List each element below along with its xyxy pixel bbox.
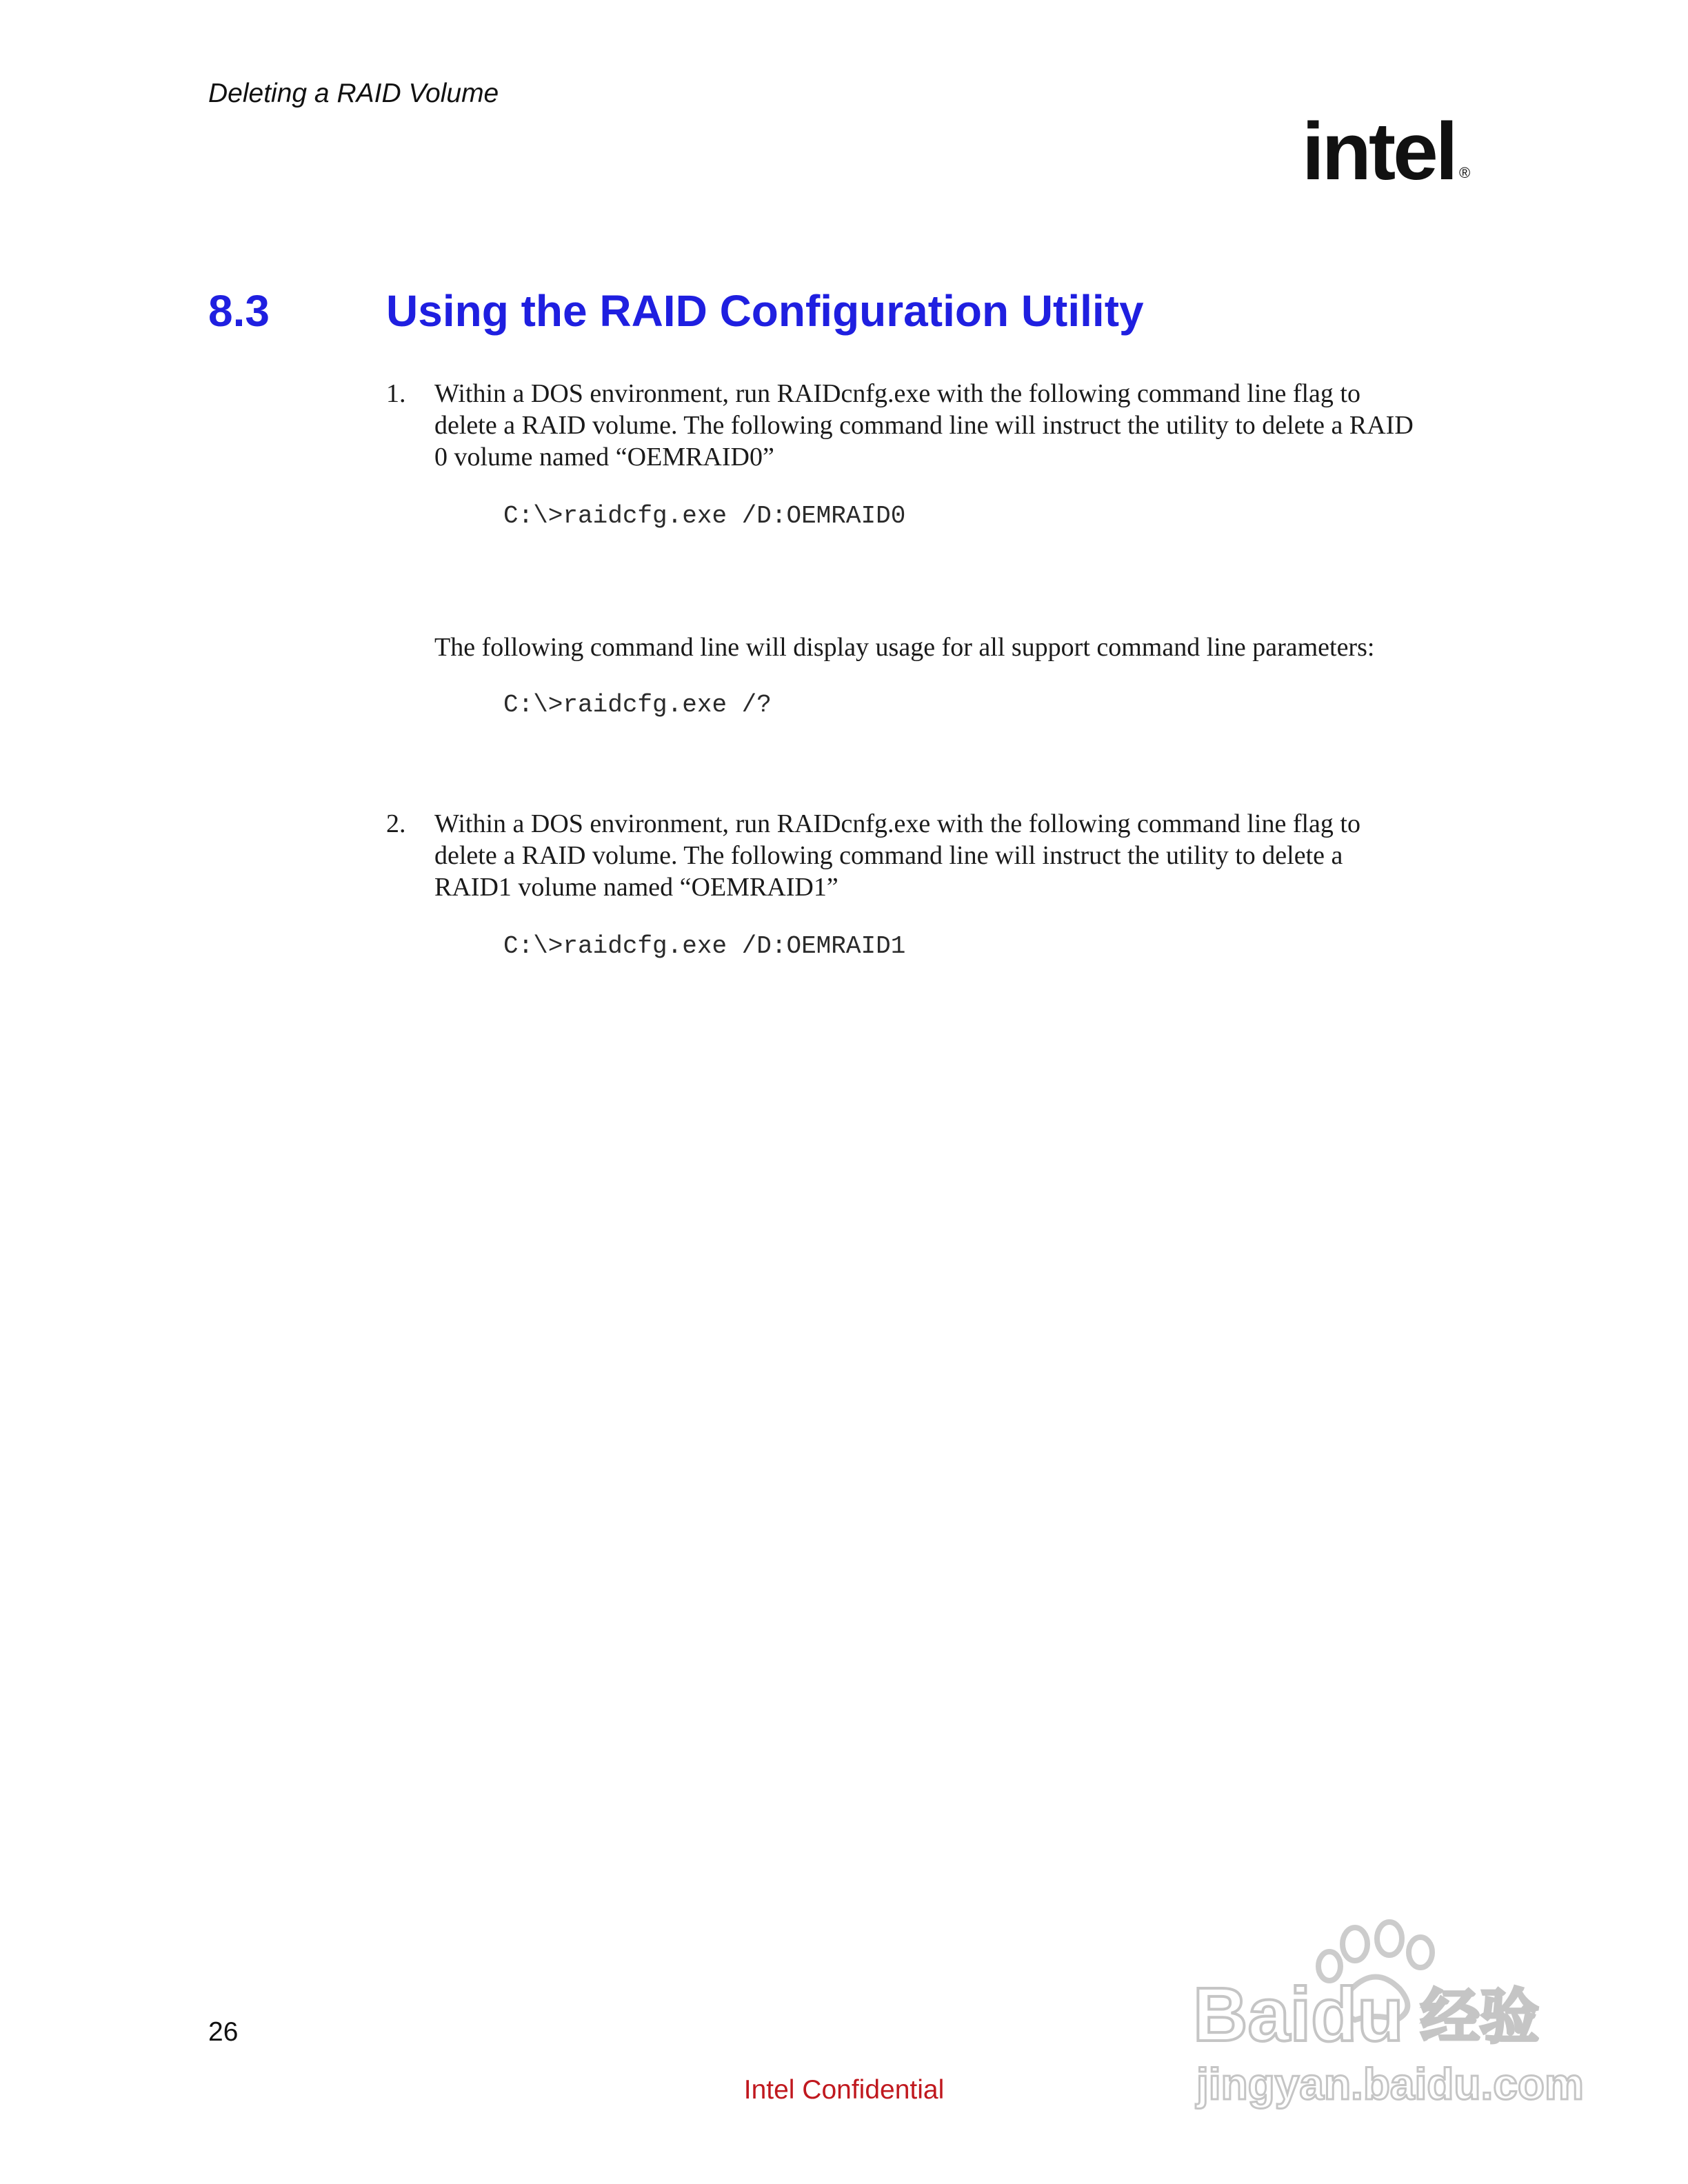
step-2-line-3: RAID1 volume named “OEMRAID1” — [434, 873, 838, 902]
step-2-line-2: delete a RAID volume. The following command line will instruct the utility to delete a — [434, 841, 1343, 870]
step-1-command: C:\>raidcfg.exe /D:OEMRAID0 — [503, 502, 906, 530]
watermark-url: jingyan.baidu.com — [1196, 2059, 1584, 2109]
watermark-brand-cn: 经验 — [1420, 1983, 1539, 2052]
step-2-command: C:\>raidcfg.exe /D:OEMRAID1 — [503, 932, 906, 960]
step-1-text — [434, 378, 1469, 473]
intel-logo-text: intel — [1302, 106, 1456, 197]
page-number: 26 — [208, 2017, 239, 2047]
step-2-number: 2. — [386, 809, 406, 838]
watermark-brand: Baidu — [1193, 1972, 1404, 2057]
section-title: Using the RAID Configuration Utility — [386, 286, 1144, 336]
step-1-line-3: 0 volume named “OEMRAID0” — [434, 443, 774, 472]
intel-logo — [1302, 103, 1474, 207]
step-2-text — [434, 808, 1469, 903]
step-1-line-1: Within a DOS environment, run RAIDcnfg.exe with the following command line flag to — [434, 379, 1360, 408]
step-1-line-2: delete a RAID volume. The following command line will instruct the utility to delete a RAID — [434, 411, 1414, 440]
section-number: 8.3 — [208, 286, 270, 336]
step-1-number: 1. — [386, 379, 406, 408]
running-header: Deleting a RAID Volume — [208, 79, 499, 108]
step-1-note — [434, 631, 1469, 663]
confidential-notice: Intel Confidential — [743, 2075, 945, 2105]
baidu-watermark — [1179, 1910, 1593, 2116]
step-2-line-1: Within a DOS environment, run RAIDcnfg.exe with the following command line flag to — [434, 809, 1360, 838]
step-1-note-command: C:\>raidcfg.exe /? — [503, 691, 772, 719]
intel-registered-mark: ® — [1459, 164, 1471, 181]
step-1-note-text: The following command line will display usage for all support command line parameters: — [434, 633, 1375, 662]
